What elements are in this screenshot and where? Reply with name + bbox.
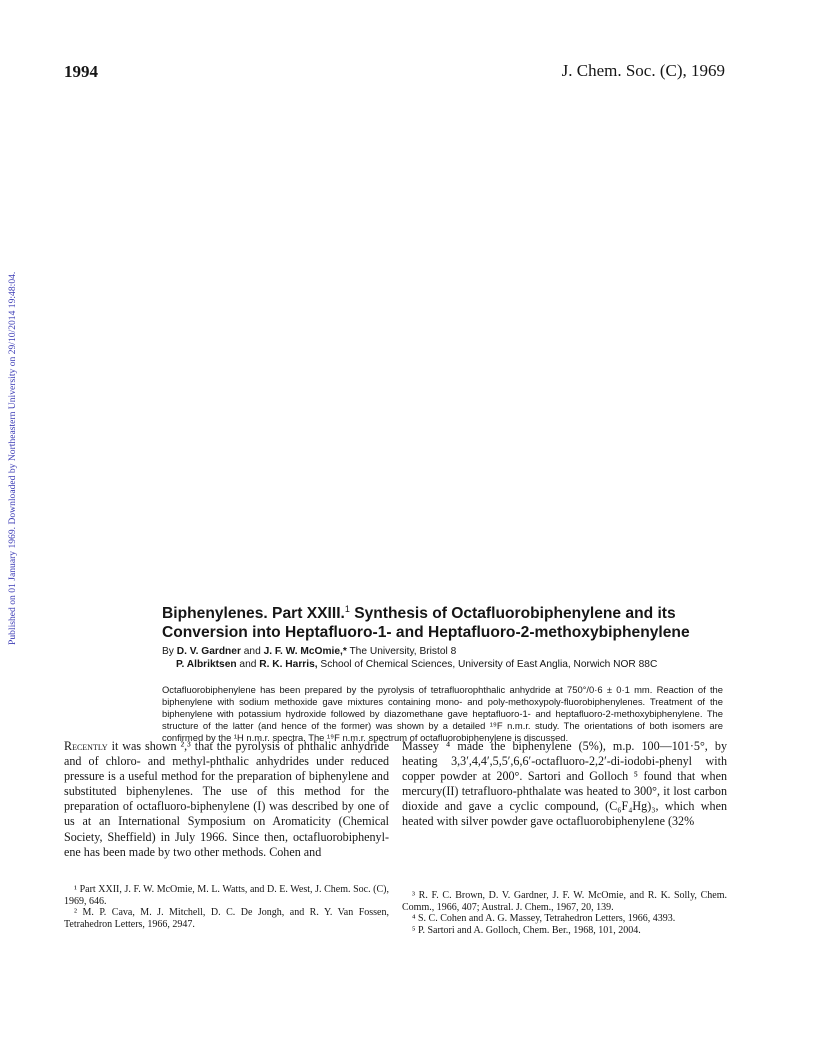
article-title: [162, 600, 742, 642]
body-paragraph: Massey ⁴ made the biphenylene (5%), m.p. 100—101·5°, by heating 3,3′,4,4′,5,5′,6,6′-octafluoro-2,2′-di-iodobi-phenyl with copper powder at 200°. Sartori and Golloch ⁵ found that when mercury(II) tetrafluoro-phthalate was heated to 300°, it lost carbon dioxide and gave a cyclic compound, (C₆F₄Hg)₃, which when heated with silver powder gave octafluorobiphenylene (32%: [402, 739, 727, 829]
body-column-right: [402, 739, 727, 830]
footnotes-left: [64, 884, 389, 930]
download-notice[interactable]: [2, 235, 22, 645]
byline-line-2: P. Albriktsen and R. K. Harris, School of Chemical Sciences, University of East Anglia, Norwich NOR 88C: [176, 659, 658, 671]
body-column-left: [64, 739, 389, 860]
download-notice-text[interactable]: Published on 01 January 1969. Downloaded by Northeastern University on 29/10/2014 19:48:04.: [7, 271, 18, 645]
footnote-2: ² M. P. Cava, M. J. Mitchell, D. C. De Jongh, and R. Y. Van Fossen, Tetrahedron Letters, 1966, 2947.: [64, 907, 389, 930]
journal-citation: J. Chem. Soc. (C), 1969: [561, 61, 725, 80]
footnote-4: ⁴ S. C. Cohen and A. G. Massey, Tetrahedron Letters, 1966, 4393.: [412, 913, 676, 925]
page-number: 1994: [64, 62, 98, 81]
footnote-3: ³ R. F. C. Brown, D. V. Gardner, J. F. W. McOmie, and R. K. Solly, Chem. Comm., 1966, 407; Austral. J. Chem., 1967, 20, 139.: [402, 890, 727, 913]
title-line-2: Conversion into Heptafluoro-1- and Heptafluoro-2-methoxybiphenylene: [162, 624, 690, 642]
byline-line-1: By D. V. Gardner and J. F. W. McOmie,* The University, Bristol 8: [162, 646, 457, 657]
abstract: Octafluorobiphenylene has been prepared by the pyrolysis of tetrafluorophthalic anhydride at 750°/0·6 ± 0·1 mm. Reaction of the biphenylene with sodium methoxide gave mixtures containing mono- and poly-methoxypoly-fluorobiphenylenes. Treatment of the biphenylene with potassium hydroxide followed by diazomethane gave heptafluoro-1- and heptafluoro-2-methoxybiphenylene. The structure of the latter (and hence of the former) was shown by a detailed ¹⁹F n.m.r. study. The orientations of both isomers are confirmed by the ¹H n.m.r. spectra. The ¹⁹F n.m.r. spectrum of octafluorobiphenylene is discussed.: [162, 684, 723, 744]
byline: [162, 645, 752, 672]
footnote-5: ⁵ P. Sartori and A. Golloch, Chem. Ber., 1968, 101, 2004.: [412, 924, 641, 936]
title-line-1: Biphenylenes. Part XXIII.$^1$ Synthesis of Octafluorobiphenylene and its: [162, 604, 676, 623]
footnote-1: ¹ Part XXII, J. F. W. McOmie, M. L. Watts, and D. E. West, J. Chem. Soc. (C), 1969, 646.: [64, 884, 389, 907]
footnotes-right: [402, 890, 727, 936]
body-paragraph: Recently it was shown ²,³ that the pyrolysis of phthalic anhydride and of chloro- and methyl-phthalic anhydrides under reduced pressure is a useful method for the preparation of biphenylene and substituted biphenylenes. The use of this method for the preparation of octafluoro-biphenylene (I) was described by one of us at an International Symposium on Aromaticity (Chemical Society, Sheffield) in July 1966. Since then, octafluorobiphenyl-ene has been made by two other methods. Cohen and: [64, 739, 389, 859]
